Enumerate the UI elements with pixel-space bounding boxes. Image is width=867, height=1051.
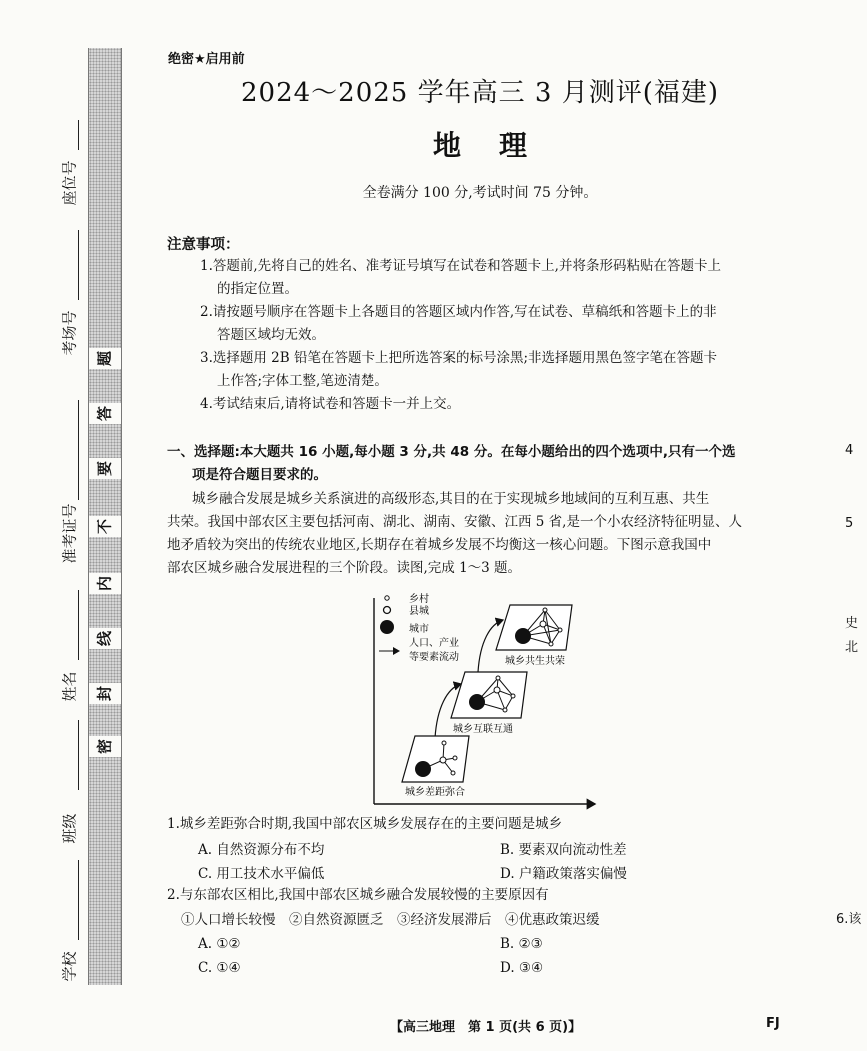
note-line: 4.考试结束后,请将试卷和答题卡一并上交。: [200, 396, 461, 412]
county-legend-icon: [384, 607, 391, 614]
field-line: [78, 120, 79, 150]
question-2-choices: ①人口增长较慢 ②自然资源匮乏 ③经济发展滞后 ④优惠政策迟缓: [181, 912, 600, 928]
stage-3-label: 城乡共生共荣: [505, 656, 565, 667]
field-line: [78, 720, 79, 790]
name-label: 姓名: [60, 671, 79, 702]
q2-option-c[interactable]: C. ①④: [198, 960, 241, 976]
margin-fragment: 5: [845, 516, 854, 531]
q2-option-a[interactable]: A. ①②: [198, 936, 241, 952]
passage-line: 共荣。我国中部农区主要包括河南、湖北、湖南、安徽、江西 5 省,是一个小农经济特征明显、人: [167, 514, 742, 530]
note-item: [200, 255, 800, 301]
note-line: 2.请按题号顺序在答题卡上各题目的答题区域内作答,写在试卷、草稿纸和答题卡上的非: [200, 304, 717, 320]
field-line: [78, 590, 79, 660]
score-info: 全卷满分 100 分,考试时间 75 分钟。: [362, 185, 598, 201]
margin-fragment: 4: [845, 443, 854, 458]
seal-char: 不: [89, 516, 121, 537]
note-line: 答题区域均无效。: [217, 327, 325, 343]
stage-1-label: 城乡差距弥合: [405, 787, 465, 798]
school-field[interactable]: [56, 950, 82, 1010]
figure-diagram: [365, 590, 605, 810]
seal-char: 题: [89, 348, 121, 369]
legend-county: 县城: [409, 606, 429, 617]
notes-heading: 注意事项：: [167, 237, 240, 253]
legend-city: 城市: [409, 624, 429, 635]
seal-char: 封: [89, 683, 121, 704]
margin-fragment: 北: [845, 640, 859, 655]
seal-char: 密: [89, 736, 121, 757]
binding-strip: [88, 48, 122, 985]
legend-flow-1: 人口、产业: [409, 638, 459, 649]
page-footer: 【高三地理 第 1 页(共 6 页)】: [390, 1020, 582, 1035]
footer-code: FJ: [766, 1016, 780, 1031]
passage: [167, 488, 800, 580]
note-line: 的指定位置。: [217, 281, 298, 297]
village-legend-icon: [385, 596, 389, 600]
exam-room-field[interactable]: [56, 310, 82, 410]
admission-number-label: 准考证号: [60, 503, 79, 564]
margin-fragment: 史: [845, 616, 859, 631]
note-line: 上作答;字体工整,笔迹清楚。: [217, 373, 388, 389]
stage-2-panel: [451, 672, 527, 718]
seal-char: 内: [89, 573, 121, 594]
exam-title: 2024～2025 学年高三 3 月测评(福建): [241, 78, 719, 108]
section-line: 项是符合题目要求的。: [192, 467, 327, 483]
school-label: 学校: [60, 951, 79, 982]
note-item: [200, 301, 800, 347]
note-item: [200, 347, 800, 393]
field-line: [78, 860, 79, 940]
q1-option-a[interactable]: A. 自然资源分布不均: [198, 842, 325, 858]
seal-char: 线: [89, 628, 121, 649]
passage-line: 城乡融合发展是城乡关系演进的高级形态,其目的在于实现城乡地域间的互利互惠、共生: [192, 491, 710, 507]
passage-line: 地矛盾较为突出的传统农业地区,长期存在着城乡发展不均衡这一核心问题。下图示意我国中: [167, 537, 712, 553]
note-item: [200, 393, 800, 416]
legend-flow-2: 等要素流动: [409, 652, 459, 663]
note-line: 3.选择题用 2B 铅笔在答题卡上把所选答案的标号涂黑;非选择题用黑色签字笔在答题卡: [200, 350, 718, 366]
confidential-label: 绝密★启用前: [168, 52, 245, 67]
seal-char: 答: [89, 403, 121, 424]
q2-option-d[interactable]: D. ③④: [500, 960, 544, 976]
notes-list: [200, 255, 800, 416]
subject-title: 地理: [432, 129, 565, 162]
stage-1-panel: [402, 736, 469, 782]
q1-option-c[interactable]: C. 用工技术水平偏低: [198, 866, 325, 882]
field-line: [78, 400, 79, 500]
q1-option-d[interactable]: D. 户籍政策落实偏慢: [500, 866, 627, 882]
section-line: 一、选择题:本大题共 16 小题,每小题 3 分,共 48 分。在每小题给出的四个选项中,只有一个选: [167, 444, 736, 460]
seal-char: 要: [89, 458, 121, 479]
stage-3-panel: [496, 605, 572, 650]
class-label: 班级: [60, 813, 79, 844]
q1-option-b[interactable]: B. 要素双向流动性差: [500, 842, 627, 858]
city-legend-icon: [380, 620, 394, 634]
question-2-stem: 2.与东部农区相比,我国中部农区城乡融合发展较慢的主要原因有: [167, 887, 549, 903]
legend-village: 乡村: [409, 594, 429, 605]
exam-room-label: 考场号: [60, 310, 79, 356]
q2-option-b[interactable]: B. ②③: [500, 936, 543, 952]
question-1-stem: 1.城乡差距弥合时期,我国中部农区城乡发展存在的主要问题是城乡: [167, 816, 563, 832]
passage-line: 部农区城乡融合发展进程的三个阶段。读图,完成 1～3 题。: [167, 560, 522, 576]
seat-number-label: 座位号: [60, 160, 79, 206]
note-line: 1.答题前,先将自己的姓名、准考证号填写在试卷和答题卡上,并将条形码粘贴在答题卡上: [200, 258, 721, 274]
stage-2-label: 城乡互联互通: [453, 724, 513, 735]
section-heading: [167, 441, 807, 487]
margin-fragment: 6.该: [836, 912, 862, 927]
field-line: [78, 230, 79, 300]
